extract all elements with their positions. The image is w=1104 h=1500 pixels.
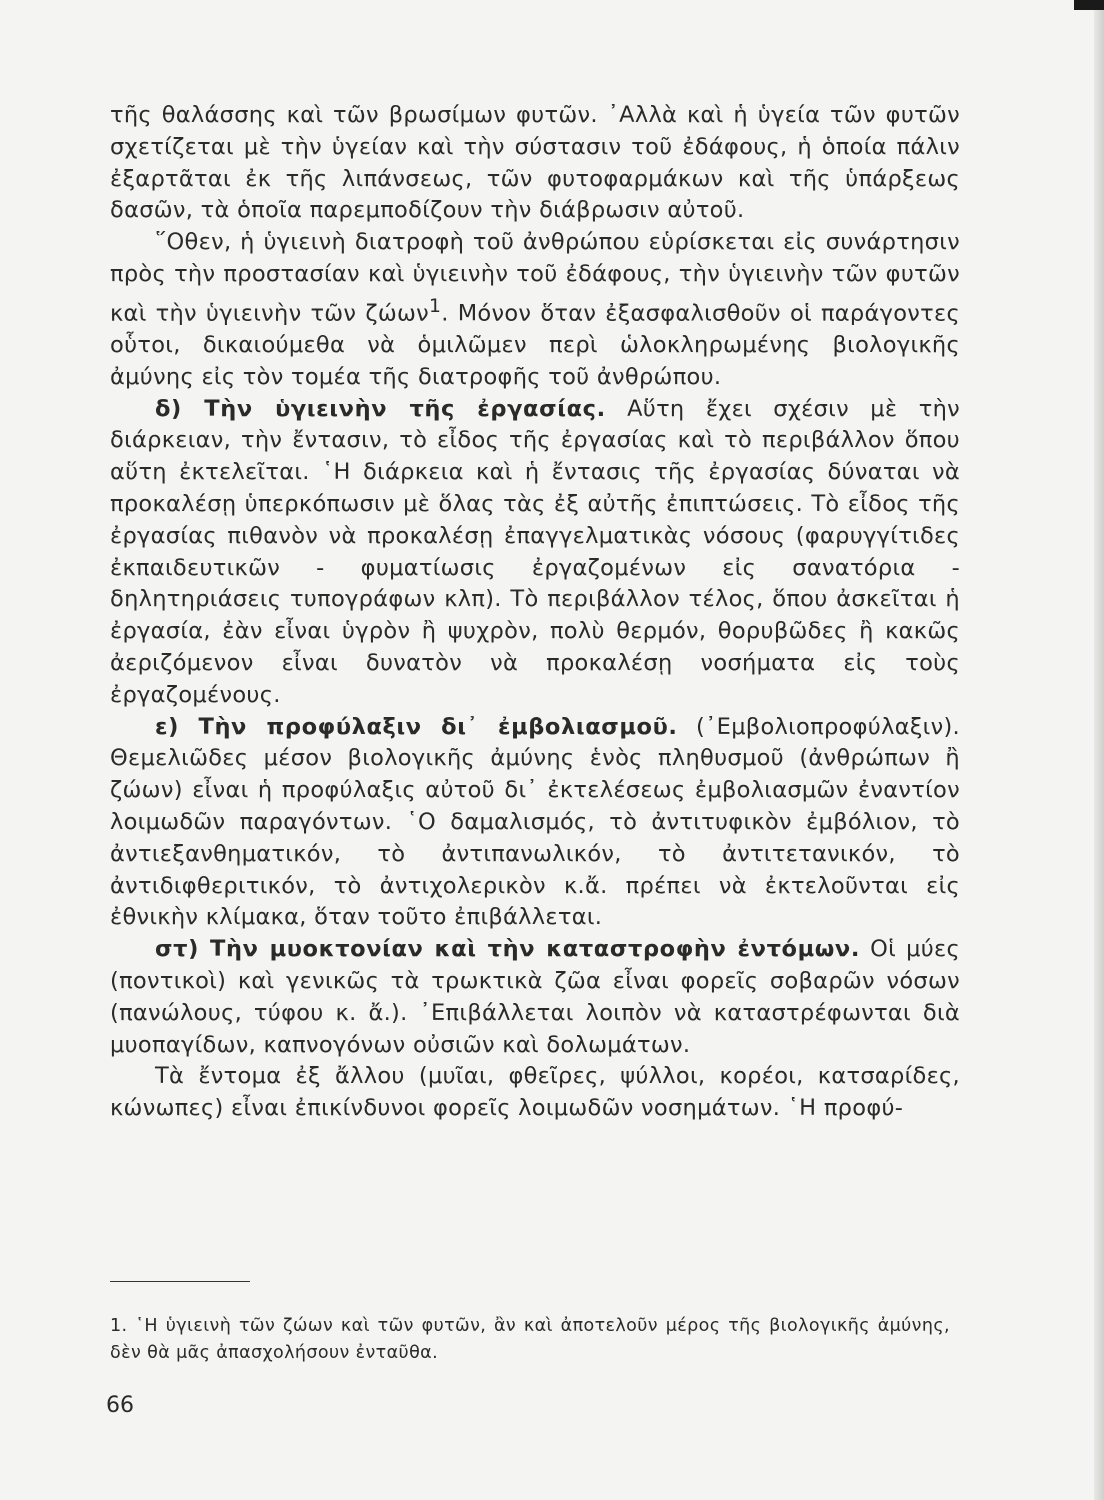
paragraph-text: (᾿Εμβολιοπροφύλαξιν). Θεμελιῶδες μέσον βιολογικῆς ἀμύνης ἑνὸς πληθυσμοῦ (ἀνθρώπων ἢ ζώων) εἶναι ἡ προφύλαξις αὐτοῦ δι᾿ ἐκτελέσεως ἐμβολιασμῶν ἐναντίον λοιμωδῶν παραγόντων. ῾Ο δαμαλισμός, τὸ ἀντιτυφικὸν ἐμβόλιον, τὸ ἀντιεξανθηματικόν, τὸ ἀντιπανωλικόν, τὸ ἀντιτετανικόν, τὸ ἀντιδιφθεριτικόν, τὸ ἀντιχολερικὸν κ.ἄ. πρέπει νὰ ἐκτελοῦνται εἰς ἐθνικὴν κλίμακα, ὅταν τοῦτο ἐπιβάλλεται. <box>110 713 960 931</box>
paragraph-text: Οἱ μύες (ποντικοὶ) καὶ γενικῶς τὰ τρωκτικὰ ζῶα εἶναι φορεῖς σοβαρῶν νόσων (πανώλους, τύφου κ. ἄ.). ᾿Επιβάλλεται λοιπὸν νὰ καταστρέφωνται διὰ μυοπαγίδων, καπνογόνων οὐσιῶν καὶ δολωμάτων. <box>110 936 960 1058</box>
section-heading-d: δ) Τὴν ὑγιεινὴν τῆς ἐργασίας. <box>155 395 606 422</box>
paragraph-work-hygiene <box>110 394 960 712</box>
paragraph-text: τῆς θαλάσσης καὶ τῶν βρωσίμων φυτῶν. ᾿Αλλὰ καὶ ἡ ὑγεία τῶν φυτῶν σχετίζεται μὲ τὴν ὑγείαν καὶ τὴν σύστασιν τοῦ ἐδάφους, ἡ ὁποία πάλιν ἐξαρτᾶται ἐκ τῆς λιπάνσεως, τῶν φυτοφαρμάκων καὶ τῆς ὑπάρξεως δασῶν, τὰ ὁποῖα παρεμποδίζουν τὴν διάβρωσιν αὐτοῦ. <box>110 102 960 224</box>
paragraph-text: . Μόνον ὅταν ἐξασφαλισθοῦν οἱ παράγοντες οὗτοι, δικαιούμεθα νὰ ὁμιλῶμεν περὶ ὡλοκληρωμένης βιολογικῆς ἀμύνης εἰς τὸν τομέα τῆς διατροφῆς τοῦ ἀνθρώπου. <box>110 300 960 390</box>
paragraph-vaccination <box>110 712 960 935</box>
body-text <box>110 100 960 1125</box>
section-heading-st: στ) Τὴν μυοκτονίαν καὶ τὴν καταστροφὴν ἐντόμων. <box>155 936 860 963</box>
paragraph-nutrition <box>110 227 960 393</box>
paragraph-text: Αὕτη ἔχει σχέσιν μὲ τὴν διάρκειαν, τὴν ἔντασιν, τὸ εἶδος τῆς ἐργασίας καὶ τὸ περιβάλλον ὅπου αὕτη ἐκτελεῖται. ῾Η διάρκεια καὶ ἡ ἔντασις τῆς ἐργασίας δύναται νὰ προκαλέσῃ ὑπερκόπωσιν μὲ ὅλας τὰς ἐξ αὐτῆς ἐπιπτώσεις. Τὸ εἶδος τῆς ἐργασίας πιθανὸν νὰ προκαλέσῃ ἐπαγγελματικὰς νόσους (φαρυγγίτιδες ἐκπαιδευτικῶν - φυματίωσις ἐργαζομένων εἰς σανατόρια - δηλητηριάσεις τυπογράφων κλπ). Τὸ περιβάλλον τέλος, ὅπου ἀσκεῖται ἡ ἐργασία, ἐὰν εἶναι ὑγρὸν ἢ ψυχρὸν, πολὺ θερμόν, θορυβῶδες ἢ κακῶς ἀεριζόμενον εἶναι δυνατὸν νὰ προκαλέσῃ νοσήματα εἰς τοὺς ἐργαζομένους. <box>110 395 960 708</box>
page-number: 66 <box>106 1393 134 1418</box>
footnote-divider <box>110 1281 250 1282</box>
paragraph-continuation <box>110 100 960 227</box>
page-edge <box>1094 0 1104 1500</box>
footnote-marker: 1 <box>429 295 442 317</box>
section-heading-e: ε) Τὴν προφύλαξιν δι᾿ ἐμβολιασμοῦ. <box>155 713 678 740</box>
paragraph-pest-control <box>110 934 960 1061</box>
footnote: 1. ῾Η ὑγιεινὴ τῶν ζώων καὶ τῶν φυτῶν, ἂν καὶ ἀποτελοῦν μέρος τῆς βιολογικῆς ἀμύνης, δὲν θὰ μᾶς ἀπασχολήσουν ἐνταῦθα. <box>110 1316 950 1363</box>
paragraph-insects <box>110 1061 960 1125</box>
paragraph-text: ῞Οθεν, ἡ ὑγιεινὴ διατροφὴ τοῦ ἀνθρώπου εὑρίσκεται εἰς συνάρτησιν πρὸς τὴν προστασίαν καὶ ὑγιεινὴν τοῦ ἐδάφους, τὴν ὑγιεινὴν τῶν φυτῶν καὶ τὴν ὑγιεινὴν τῶν ζώων <box>110 229 960 327</box>
scan-corner <box>1074 0 1104 10</box>
paragraph-text: Τὰ ἔντομα ἐξ ἄλλου (μυῖαι, φθεῖρες, ψύλλοι, κορέοι, κατσαρίδες, κώνωπες) εἶναι ἐπικίνδυνοι φορεῖς λοιμωδῶν νοσημάτων. ῾Η προφύ- <box>110 1063 960 1122</box>
